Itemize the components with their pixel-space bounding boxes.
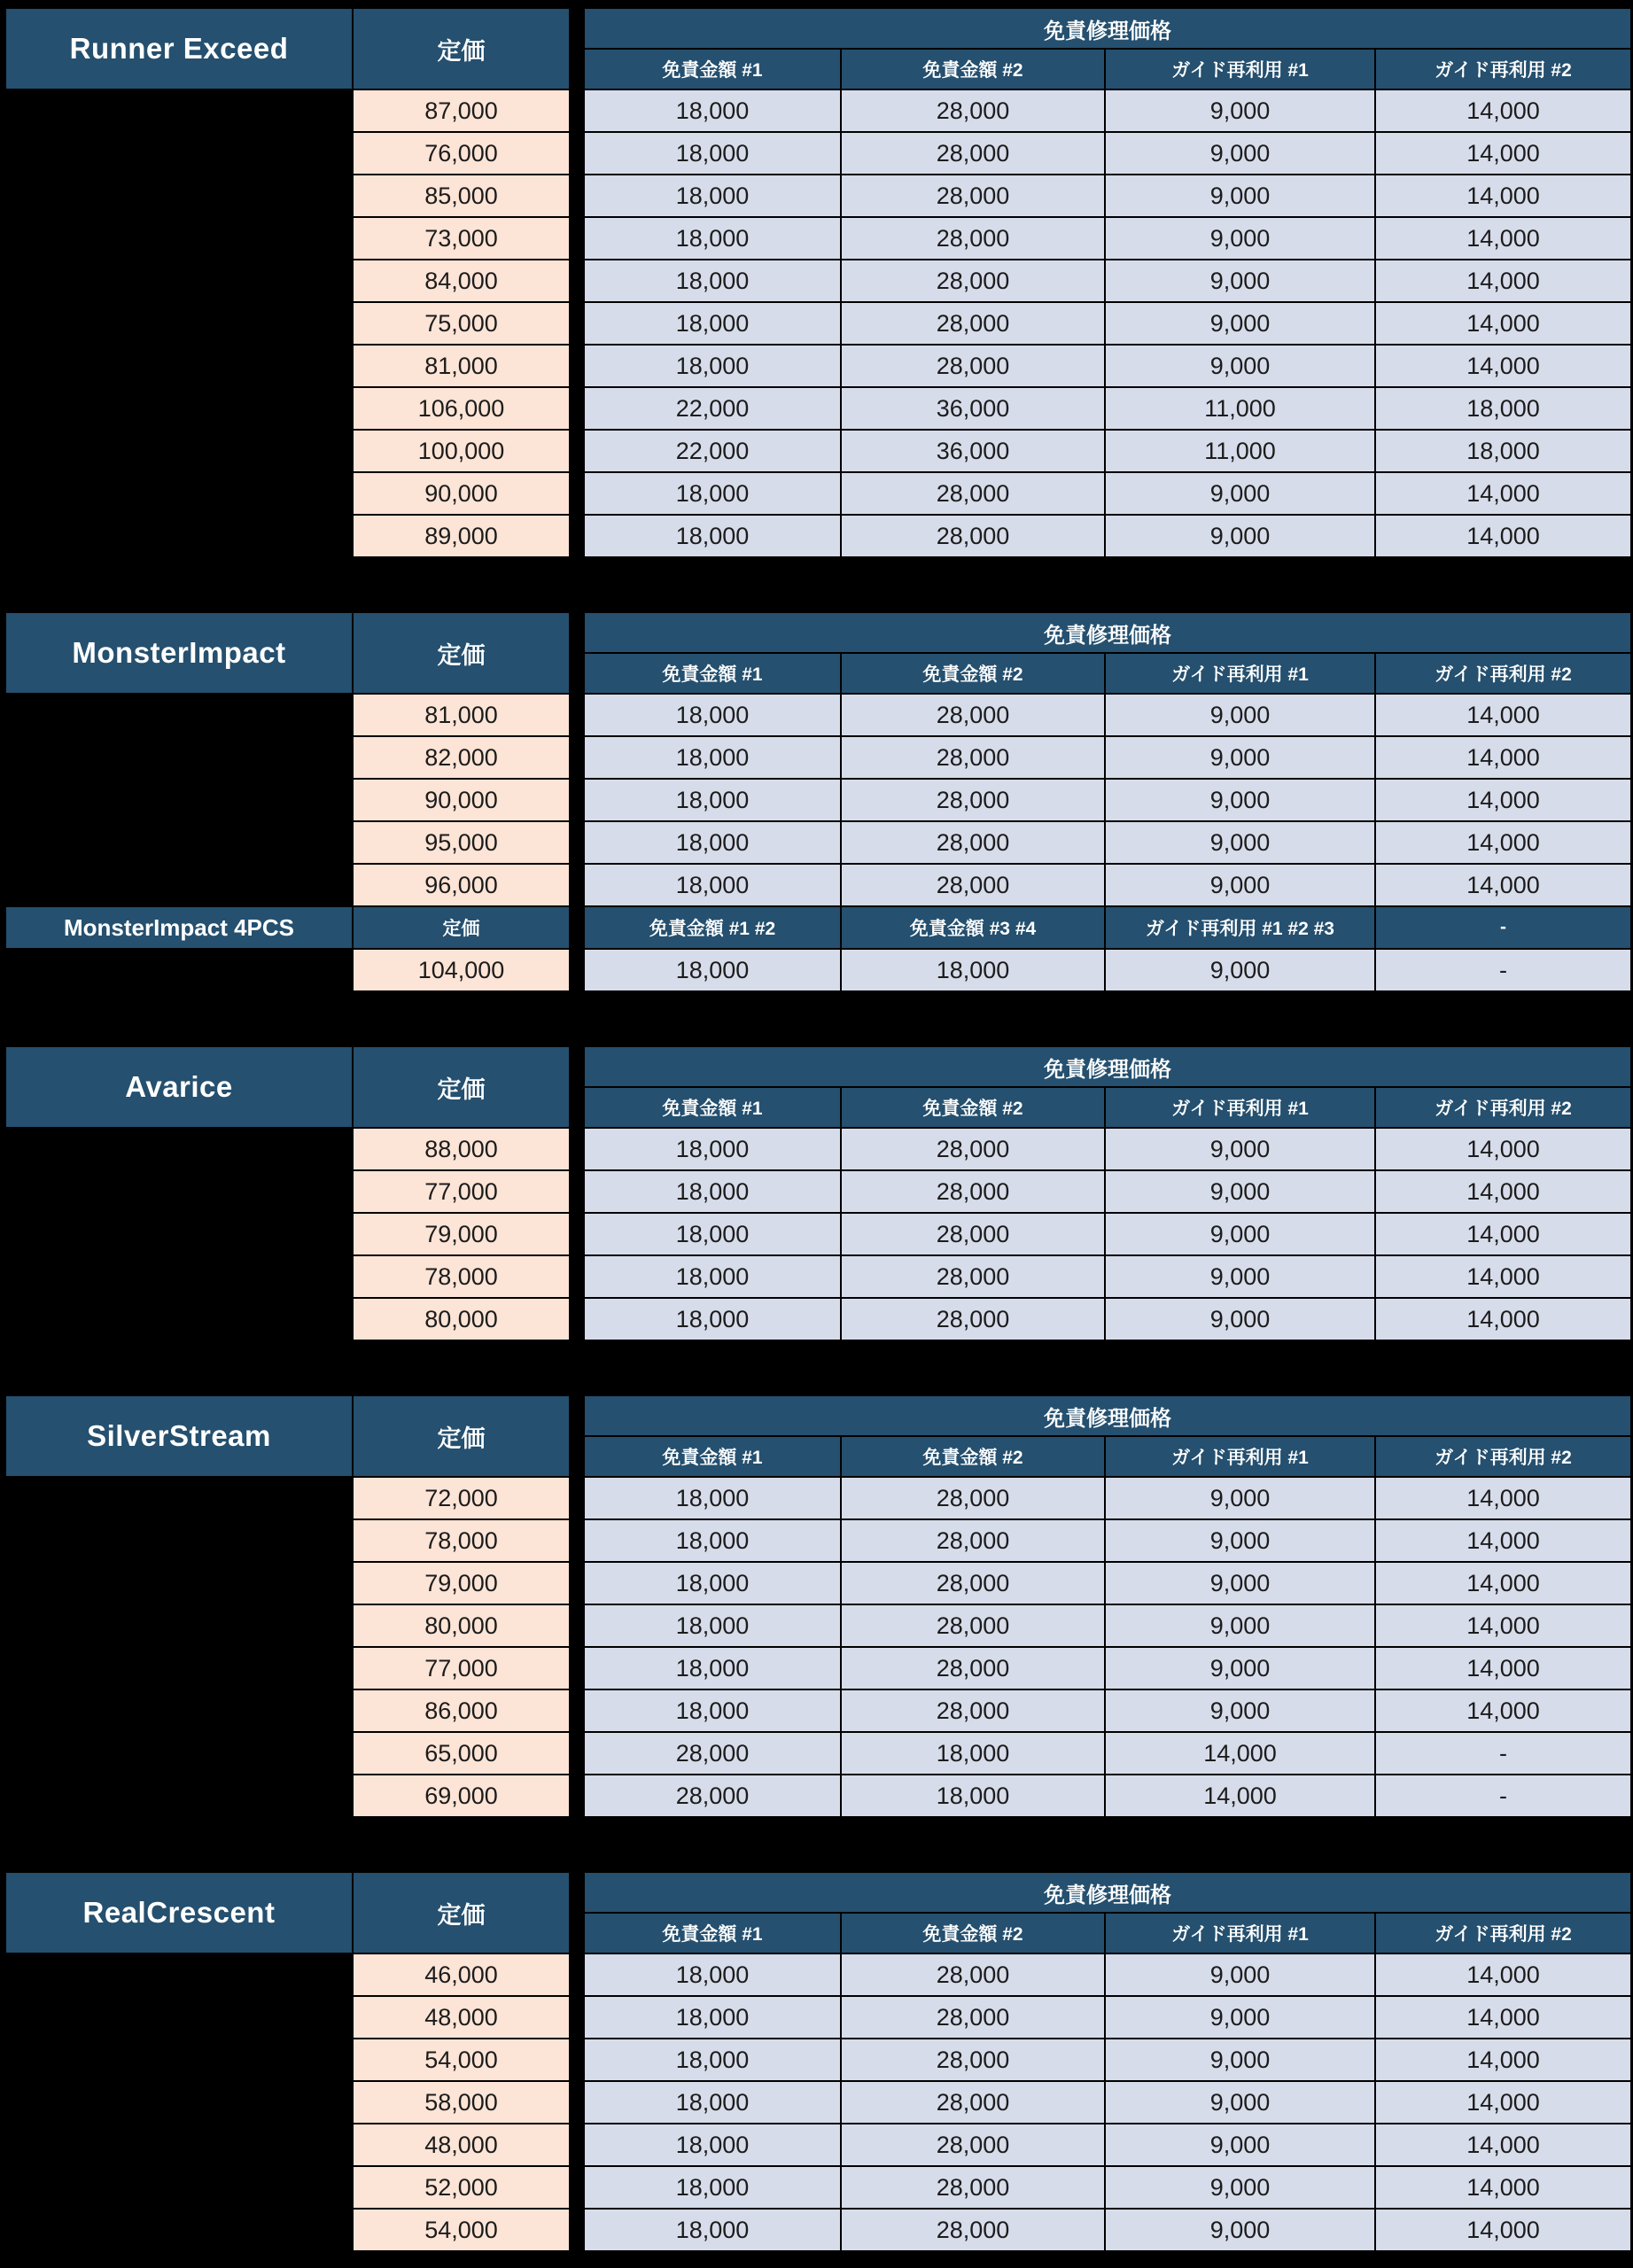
repair-price-cell: 28,000 [842, 1997, 1104, 2038]
repair-price-cell: 14,000 [1376, 516, 1630, 556]
list-price-cell: 54,000 [354, 2210, 569, 2250]
repair-price-cell: 14,000 [1376, 737, 1630, 778]
repair-price-cell: 18,000 [585, 1214, 840, 1254]
repair-price-cell: 9,000 [1106, 303, 1374, 344]
repair-price-cell: 28,000 [842, 1563, 1104, 1604]
repair-price-cell: 9,000 [1106, 2167, 1374, 2208]
repair-price-cell: 9,000 [1106, 260, 1374, 301]
repair-price-header: 免責修理価格 [585, 1396, 1630, 1435]
repair-price-cell: 28,000 [842, 737, 1104, 778]
repair-price-cell: 18,000 [585, 2039, 840, 2080]
repair-subcolumn-header: ガイド再利用 #2 [1376, 1914, 1630, 1953]
repair-price-cell: 9,000 [1106, 218, 1374, 259]
repair-price-cell: 9,000 [1106, 695, 1374, 735]
repair-price-cell: 18,000 [1376, 388, 1630, 429]
repair-price-cell: 9,000 [1106, 1478, 1374, 1518]
repair-price-cell: 18,000 [585, 1997, 840, 2038]
subsection-column-header: - [1376, 907, 1630, 948]
repair-price-cell: 9,000 [1106, 950, 1374, 990]
repair-price-cell: 14,000 [1376, 2124, 1630, 2165]
repair-price-cell: 28,000 [842, 1478, 1104, 1518]
repair-price-cell: 28,000 [842, 516, 1104, 556]
price-column-header: 定価 [354, 1047, 569, 1127]
repair-price-cell: 28,000 [842, 1256, 1104, 1297]
repair-price-cell: 9,000 [1106, 1520, 1374, 1561]
repair-price-cell: 28,000 [842, 175, 1104, 216]
repair-subcolumn-header: ガイド再利用 #1 [1106, 1088, 1374, 1127]
repair-price-cell: 14,000 [1376, 865, 1630, 905]
repair-price-header: 免責修理価格 [585, 613, 1630, 652]
subsection-column-header: 免責金額 #1 #2 [585, 907, 840, 948]
repair-price-cell: 28,000 [842, 1171, 1104, 1212]
repair-price-cell: 9,000 [1106, 2039, 1374, 2080]
repair-price-cell: 28,000 [842, 133, 1104, 174]
repair-price-cell: 14,000 [1376, 1256, 1630, 1297]
subsection-column-header: ガイド再利用 #1 #2 #3 [1106, 907, 1374, 948]
repair-subcolumn-header: 免責金額 #1 [585, 1088, 840, 1127]
repair-price-cell: 14,000 [1376, 1690, 1630, 1731]
repair-price-cell: 18,000 [585, 2167, 840, 2208]
repair-price-cell: 14,000 [1376, 133, 1630, 174]
repair-price-cell: - [1376, 1775, 1630, 1816]
section-title: Avarice [6, 1047, 352, 1127]
repair-subcolumn-header: ガイド再利用 #1 [1106, 1437, 1374, 1476]
repair-price-cell: 28,000 [842, 2210, 1104, 2250]
repair-price-cell: 22,000 [585, 431, 840, 471]
list-price-cell: 52,000 [354, 2167, 569, 2208]
repair-price-cell: 14,000 [1376, 90, 1630, 131]
repair-price-cell: 14,000 [1376, 1648, 1630, 1689]
repair-subcolumn-header: ガイド再利用 #1 [1106, 1914, 1374, 1953]
repair-subcolumn-header: 免責金額 #2 [842, 1088, 1104, 1127]
list-price-cell: 85,000 [354, 175, 569, 216]
repair-price-cell: 14,000 [1376, 1299, 1630, 1340]
list-price-cell: 48,000 [354, 2124, 569, 2165]
repair-subcolumn-header: 免責金額 #2 [842, 50, 1104, 89]
repair-price-cell: 18,000 [585, 260, 840, 301]
price-column-header: 定価 [354, 613, 569, 693]
repair-price-cell: 28,000 [585, 1733, 840, 1774]
list-price-cell: 84,000 [354, 260, 569, 301]
list-price-cell: 75,000 [354, 303, 569, 344]
subsection-title: MonsterImpact 4PCS [6, 907, 352, 948]
repair-price-cell: 28,000 [842, 1648, 1104, 1689]
list-price-cell: 58,000 [354, 2082, 569, 2123]
repair-price-cell: 9,000 [1106, 2082, 1374, 2123]
repair-price-cell: 18,000 [585, 1299, 840, 1340]
list-price-cell: 81,000 [354, 346, 569, 386]
repair-price-cell: 28,000 [842, 90, 1104, 131]
list-price-cell: 95,000 [354, 822, 569, 863]
repair-price-cell: 18,000 [585, 1690, 840, 1731]
repair-price-cell: 14,000 [1376, 1520, 1630, 1561]
repair-price-cell: 18,000 [585, 2210, 840, 2250]
repair-price-header: 免責修理価格 [585, 1047, 1630, 1086]
repair-price-cell: 18,000 [842, 1775, 1104, 1816]
repair-price-cell: 9,000 [1106, 516, 1374, 556]
repair-price-cell: 28,000 [842, 1605, 1104, 1646]
repair-price-cell: 18,000 [842, 950, 1104, 990]
repair-price-cell: 9,000 [1106, 133, 1374, 174]
repair-price-cell: 28,000 [842, 1954, 1104, 1995]
repair-price-header: 免責修理価格 [585, 1873, 1630, 1912]
repair-price-cell: 9,000 [1106, 1256, 1374, 1297]
repair-price-cell: 14,000 [1376, 1954, 1630, 1995]
list-price-cell: 78,000 [354, 1520, 569, 1561]
repair-price-cell: 28,000 [842, 1520, 1104, 1561]
repair-subcolumn-header: 免責金額 #2 [842, 1914, 1104, 1953]
repair-price-cell: 14,000 [1106, 1775, 1374, 1816]
repair-price-cell: 28,000 [842, 865, 1104, 905]
repair-price-cell: 9,000 [1106, 2210, 1374, 2250]
repair-price-cell: 9,000 [1106, 1563, 1374, 1604]
repair-price-cell: 9,000 [1106, 1954, 1374, 1995]
subsection-column-header: 免責金額 #3 #4 [842, 907, 1104, 948]
repair-price-cell: 9,000 [1106, 1605, 1374, 1646]
list-price-cell: 46,000 [354, 1954, 569, 1995]
list-price-cell: 73,000 [354, 218, 569, 259]
repair-price-cell: 9,000 [1106, 473, 1374, 514]
repair-price-cell: 18,000 [585, 346, 840, 386]
list-price-cell: 81,000 [354, 695, 569, 735]
list-price-cell: 79,000 [354, 1214, 569, 1254]
list-price-cell: 104,000 [354, 950, 569, 990]
price-column-header: 定価 [354, 1873, 569, 1953]
repair-price-cell: 9,000 [1106, 346, 1374, 386]
list-price-cell: 78,000 [354, 1256, 569, 1297]
price-column-header: 定価 [354, 9, 569, 89]
repair-price-cell: 28,000 [842, 695, 1104, 735]
list-price-cell: 77,000 [354, 1171, 569, 1212]
repair-price-cell: 18,000 [585, 1171, 840, 1212]
price-column-header: 定価 [354, 1396, 569, 1476]
repair-price-cell: 18,000 [585, 1478, 840, 1518]
repair-price-cell: 28,000 [842, 2082, 1104, 2123]
repair-price-cell: 28,000 [842, 2124, 1104, 2165]
list-price-cell: 72,000 [354, 1478, 569, 1518]
repair-price-cell: 14,000 [1106, 1733, 1374, 1774]
repair-price-cell: 9,000 [1106, 822, 1374, 863]
repair-price-cell: 14,000 [1376, 1129, 1630, 1169]
repair-price-cell: 18,000 [585, 1605, 840, 1646]
repair-price-cell: 28,000 [842, 1214, 1104, 1254]
repair-price-cell: 18,000 [585, 218, 840, 259]
repair-price-cell: 18,000 [585, 1648, 840, 1689]
repair-price-cell: 18,000 [585, 950, 840, 990]
repair-price-cell: 22,000 [585, 388, 840, 429]
list-price-cell: 90,000 [354, 473, 569, 514]
repair-subcolumn-header: 免責金額 #2 [842, 654, 1104, 693]
repair-price-cell: 18,000 [585, 1563, 840, 1604]
repair-price-cell: 28,000 [842, 473, 1104, 514]
repair-price-cell: 14,000 [1376, 1478, 1630, 1518]
repair-price-cell: 18,000 [585, 737, 840, 778]
repair-price-cell: 14,000 [1376, 1171, 1630, 1212]
repair-price-cell: 14,000 [1376, 1563, 1630, 1604]
subsection-price-header: 定価 [354, 907, 569, 948]
list-price-cell: 106,000 [354, 388, 569, 429]
repair-price-cell: 36,000 [842, 431, 1104, 471]
repair-price-cell: 18,000 [585, 865, 840, 905]
list-price-cell: 88,000 [354, 1129, 569, 1169]
repair-price-cell: 14,000 [1376, 1605, 1630, 1646]
section-title: Runner Exceed [6, 9, 352, 89]
repair-price-cell: 18,000 [585, 1129, 840, 1169]
repair-price-cell: 18,000 [585, 473, 840, 514]
list-price-cell: 65,000 [354, 1733, 569, 1774]
list-price-cell: 54,000 [354, 2039, 569, 2080]
section-title: MonsterImpact [6, 613, 352, 693]
repair-subcolumn-header: 免責金額 #2 [842, 1437, 1104, 1476]
list-price-cell: 48,000 [354, 1997, 569, 2038]
repair-price-cell: 18,000 [585, 303, 840, 344]
repair-price-cell: 9,000 [1106, 1171, 1374, 1212]
repair-price-cell: 14,000 [1376, 473, 1630, 514]
repair-price-cell: 9,000 [1106, 1214, 1374, 1254]
repair-price-cell: 9,000 [1106, 1648, 1374, 1689]
repair-price-cell: 14,000 [1376, 2039, 1630, 2080]
repair-price-cell: 28,000 [842, 1129, 1104, 1169]
repair-price-cell: 14,000 [1376, 218, 1630, 259]
repair-price-cell: 18,000 [585, 1520, 840, 1561]
repair-price-cell: 36,000 [842, 388, 1104, 429]
repair-price-cell: 14,000 [1376, 822, 1630, 863]
repair-price-cell: 14,000 [1376, 1214, 1630, 1254]
repair-price-cell: 28,000 [842, 346, 1104, 386]
repair-price-cell: 18,000 [585, 822, 840, 863]
repair-price-cell: 28,000 [842, 260, 1104, 301]
list-price-cell: 86,000 [354, 1690, 569, 1731]
repair-price-cell: 9,000 [1106, 1997, 1374, 2038]
repair-price-cell: 14,000 [1376, 2082, 1630, 2123]
list-price-cell: 87,000 [354, 90, 569, 131]
repair-price-cell: 14,000 [1376, 260, 1630, 301]
repair-price-cell: 18,000 [585, 2124, 840, 2165]
repair-price-cell: 14,000 [1376, 346, 1630, 386]
repair-price-cell: 9,000 [1106, 90, 1374, 131]
repair-price-cell: 28,000 [842, 303, 1104, 344]
repair-subcolumn-header: 免責金額 #1 [585, 50, 840, 89]
repair-price-cell: 28,000 [842, 2167, 1104, 2208]
repair-price-cell: 14,000 [1376, 303, 1630, 344]
repair-price-cell: 28,000 [842, 780, 1104, 820]
repair-price-cell: - [1376, 950, 1630, 990]
section-avarice [6, 1047, 1630, 1340]
repair-price-cell: 14,000 [1376, 175, 1630, 216]
list-price-cell: 77,000 [354, 1648, 569, 1689]
repair-price-cell: 18,000 [585, 1954, 840, 1995]
repair-price-cell: 14,000 [1376, 695, 1630, 735]
section-realcrescent [6, 1873, 1630, 2250]
repair-price-cell: 18,000 [585, 133, 840, 174]
repair-price-cell: 28,000 [842, 1690, 1104, 1731]
repair-price-cell: 14,000 [1376, 1997, 1630, 2038]
list-price-cell: 90,000 [354, 780, 569, 820]
repair-price-cell: 18,000 [842, 1733, 1104, 1774]
list-price-cell: 80,000 [354, 1605, 569, 1646]
repair-price-cell: 9,000 [1106, 780, 1374, 820]
repair-price-cell: 28,000 [842, 822, 1104, 863]
repair-price-cell: - [1376, 1733, 1630, 1774]
repair-subcolumn-header: 免責金額 #1 [585, 654, 840, 693]
repair-price-cell: 11,000 [1106, 431, 1374, 471]
repair-price-cell: 18,000 [585, 90, 840, 131]
repair-subcolumn-header: ガイド再利用 #1 [1106, 654, 1374, 693]
list-price-cell: 82,000 [354, 737, 569, 778]
repair-price-cell: 9,000 [1106, 865, 1374, 905]
list-price-cell: 80,000 [354, 1299, 569, 1340]
list-price-cell: 89,000 [354, 516, 569, 556]
repair-price-cell: 28,000 [842, 2039, 1104, 2080]
repair-price-cell: 18,000 [585, 2082, 840, 2123]
repair-price-cell: 18,000 [585, 175, 840, 216]
repair-price-cell: 9,000 [1106, 2124, 1374, 2165]
repair-price-cell: 18,000 [585, 1256, 840, 1297]
repair-subcolumn-header: 免責金額 #1 [585, 1437, 840, 1476]
repair-price-cell: 18,000 [585, 516, 840, 556]
section-runner-exceed [6, 9, 1630, 556]
repair-subcolumn-header: ガイド再利用 #2 [1376, 50, 1630, 89]
repair-price-cell: 9,000 [1106, 175, 1374, 216]
repair-price-cell: 9,000 [1106, 1690, 1374, 1731]
price-table-root [6, 9, 1630, 2250]
repair-price-cell: 18,000 [585, 780, 840, 820]
list-price-cell: 96,000 [354, 865, 569, 905]
section-monsterimpact [6, 613, 1630, 990]
repair-subcolumn-header: ガイド再利用 #2 [1376, 654, 1630, 693]
section-title: SilverStream [6, 1396, 352, 1476]
repair-price-cell: 9,000 [1106, 1299, 1374, 1340]
repair-subcolumn-header: ガイド再利用 #1 [1106, 50, 1374, 89]
repair-price-cell: 28,000 [842, 218, 1104, 259]
repair-price-cell: 28,000 [585, 1775, 840, 1816]
section-title: RealCrescent [6, 1873, 352, 1953]
section-silverstream [6, 1396, 1630, 1816]
repair-price-cell: 11,000 [1106, 388, 1374, 429]
repair-subcolumn-header: ガイド再利用 #2 [1376, 1437, 1630, 1476]
list-price-cell: 100,000 [354, 431, 569, 471]
repair-price-header: 免責修理価格 [585, 9, 1630, 48]
list-price-cell: 69,000 [354, 1775, 569, 1816]
repair-price-cell: 28,000 [842, 1299, 1104, 1340]
list-price-cell: 79,000 [354, 1563, 569, 1604]
repair-price-cell: 18,000 [585, 695, 840, 735]
repair-price-cell: 14,000 [1376, 2210, 1630, 2250]
repair-price-cell: 14,000 [1376, 2167, 1630, 2208]
repair-price-cell: 14,000 [1376, 780, 1630, 820]
repair-subcolumn-header: ガイド再利用 #2 [1376, 1088, 1630, 1127]
repair-price-cell: 18,000 [1376, 431, 1630, 471]
repair-price-cell: 9,000 [1106, 1129, 1374, 1169]
repair-price-cell: 9,000 [1106, 737, 1374, 778]
repair-subcolumn-header: 免責金額 #1 [585, 1914, 840, 1953]
list-price-cell: 76,000 [354, 133, 569, 174]
